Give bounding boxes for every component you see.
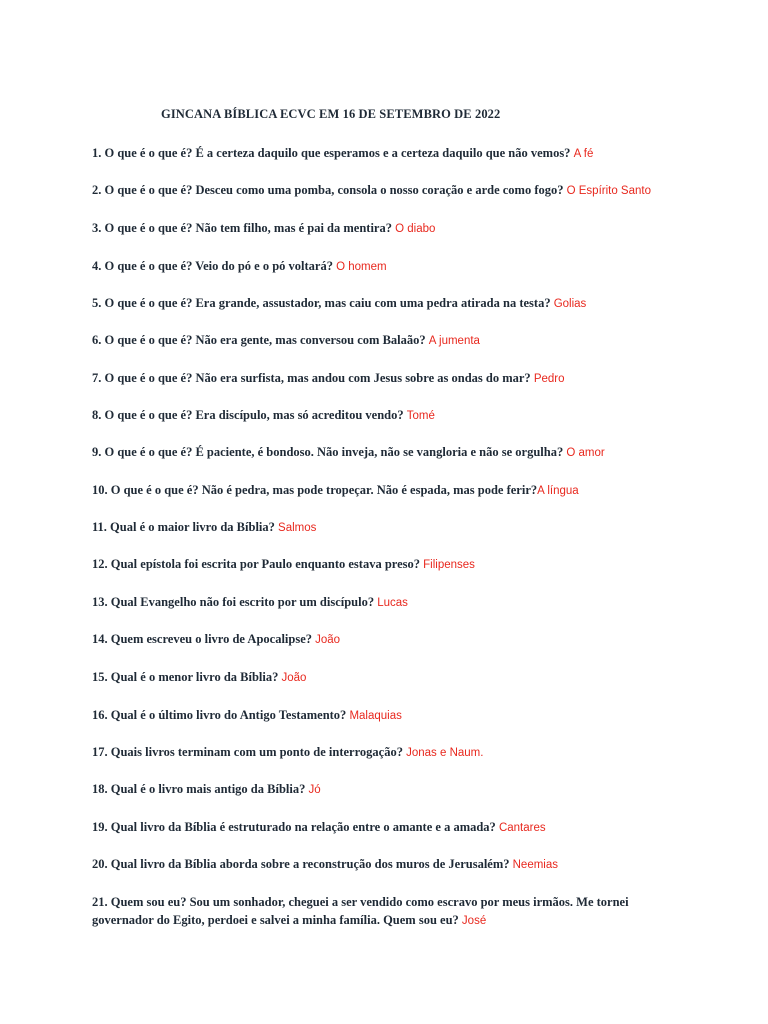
question-text: 1. O que é o que é? É a certeza daquilo que esperamos e a certeza daquilo que não vemos?: [92, 146, 571, 160]
question-text: 7. O que é o que é? Não era surfista, mas andou com Jesus sobre as ondas do mar?: [92, 371, 531, 385]
answer-text: O homem: [336, 261, 387, 273]
answer-text: João: [315, 634, 341, 646]
question-3: [92, 219, 692, 238]
answer-text: O diabo: [395, 223, 436, 235]
question-text: 20. Qual livro da Bíblia aborda sobre a reconstrução dos muros de Jerusalém?: [92, 857, 510, 871]
question-text: 4. O que é o que é? Veio do pó e o pó voltará?: [92, 259, 333, 273]
question-13: [92, 593, 692, 612]
question-16: [92, 706, 692, 725]
question-20: [92, 855, 692, 874]
question-19: [92, 818, 692, 837]
question-text: 9. O que é o que é? É paciente, é bondoso. Não inveja, não se vangloria e não se orgulha?: [92, 445, 564, 459]
question-15: [92, 668, 692, 687]
question-text: 11. Qual é o maior livro da Bíblia?: [92, 520, 275, 534]
question-7: [92, 369, 692, 388]
question-text: 6. O que é o que é? Não era gente, mas conversou com Balaão?: [92, 333, 426, 347]
answer-text: Neemias: [512, 859, 559, 871]
question-text: 8. O que é o que é? Era discípulo, mas só acreditou vendo?: [92, 408, 404, 422]
document-title: GINCANA BÍBLICA ECVC EM 16 DE SETEMBRO DE 2022: [161, 107, 501, 121]
answer-text: Salmos: [278, 522, 317, 534]
question-21: [92, 893, 672, 930]
answer-text: João: [281, 672, 307, 684]
answer-text: Tomé: [406, 410, 435, 422]
question-8: [92, 406, 692, 425]
question-text: 14. Quem escreveu o livro de Apocalipse?: [92, 632, 313, 646]
question-6: [92, 331, 692, 350]
question-text: 17. Quais livros terminam com um ponto de interrogação?: [92, 745, 403, 759]
question-17: [92, 743, 692, 762]
question-2: [92, 181, 692, 200]
answer-text: O Espírito Santo: [566, 185, 651, 197]
question-14: [92, 630, 692, 649]
question-text: 16. Qual é o último livro do Antigo Testamento?: [92, 708, 347, 722]
question-11: [92, 518, 692, 537]
answer-text: Golias: [553, 298, 587, 310]
question-text: 18. Qual é o livro mais antigo da Bíblia?: [92, 782, 306, 796]
answer-text: José: [461, 915, 487, 927]
answer-text: Filipenses: [423, 559, 475, 571]
question-5: [92, 294, 692, 313]
question-10: [92, 481, 692, 500]
question-text: 21. Quem sou eu? Sou um sonhador, cheguei a ser vendido como escravo por meus irmãos. Me tornei governador do Egito, perdoei e salvei a minha família. Quem sou eu?: [92, 895, 629, 927]
question-1: [92, 144, 692, 163]
question-text: 3. O que é o que é? Não tem filho, mas é pai da mentira?: [92, 221, 392, 235]
question-text: 19. Qual livro da Bíblia é estruturado na relação entre o amante e a amada?: [92, 820, 496, 834]
question-text: 12. Qual epístola foi escrita por Paulo enquanto estava preso?: [92, 557, 421, 571]
question-12: [92, 555, 692, 574]
question-text: 15. Qual é o menor livro da Bíblia?: [92, 670, 279, 684]
answer-text: Lucas: [377, 597, 408, 609]
answer-text: A fé: [573, 148, 594, 160]
question-9: [92, 443, 692, 462]
question-text: 2. O que é o que é? Desceu como uma pomba, consola o nosso coração e arde como fogo?: [92, 183, 564, 197]
question-text: 13. Qual Evangelho não foi escrito por um discípulo?: [92, 595, 375, 609]
answer-text: A jumenta: [428, 335, 480, 347]
question-text: 10. O que é o que é? Não é pedra, mas pode tropeçar. Não é espada, mas pode ferir?: [92, 483, 538, 497]
answer-text: A língua: [537, 485, 579, 497]
answer-text: Pedro: [533, 373, 565, 385]
question-4: [92, 257, 692, 276]
answer-text: Jó: [308, 784, 321, 796]
question-18: [92, 780, 692, 799]
answer-text: Cantares: [498, 822, 546, 834]
answer-text: Jonas e Naum.: [406, 747, 484, 759]
question-text: 5. O que é o que é? Era grande, assustador, mas caiu com uma pedra atirada na testa?: [92, 296, 551, 310]
answer-text: Malaquias: [349, 710, 402, 722]
answer-text: O amor: [566, 447, 605, 459]
